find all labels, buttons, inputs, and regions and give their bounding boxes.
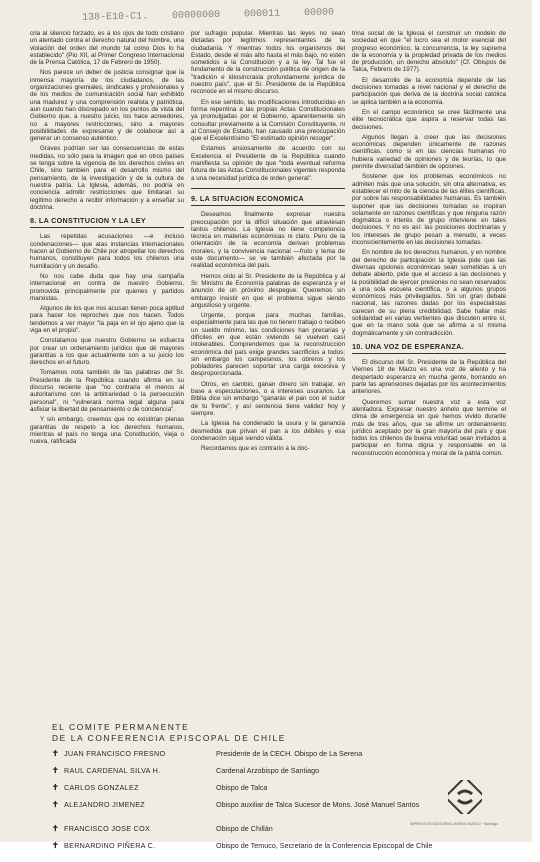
cross-icon: ✝: [52, 800, 59, 809]
signatory-name: RAUL CARDENAL SILVA H.: [64, 766, 161, 775]
paragraph: El discurso del Sr. Presidente de la República del Viernes 18 de Marzo es una voz de aliento y ha despertado esperanza en mucha gente, borrando en parte las aprensiones dejadas por los acontecimientos anteriores.: [352, 359, 506, 396]
paragraph: Otros, en cambio, ganan dinero sin trabajar, en base a especulaciones, o a intereses usurarios. La Biblia dice sin embargo "ganarás el pan con el sudor de tu frente", y así sentencia tiene validez hoy y siempre.: [191, 380, 345, 417]
paragraph: Tomamos nota también de las palabras del Sr. Presidente de la República cuando afirma en su discurso reciente que "no contraria el menos al autoritarismo con la arbitrariedad o la persecución personal", ni "vulnerará norma legal alguna para asfixiar la libertad de pensamiento o de conciencia".: [30, 369, 184, 413]
paragraph: En ese sentido, las modificaciones introducidas en forma repentina a las propias Actas Constitucionales ya promulgadas por el Gobierno, aparentemente sin consultar previamente a la Comisión Constituyente, ni al Consejo de Estado, han causado una preocupación que el Excelentísimo "El estimado opinión recoger".: [191, 98, 345, 143]
signatories-block: [52, 722, 482, 862]
paragraph: Nos parece un deber de justicia consignar que la inmensa mayoría de los ciudadanos, de las organizaciones gremiales, sindicales y profesionales y de los medios de comunicación social han exhibido una madurez y una comprensión realista y patriótica, aun cuando han discrepado en los puntos de vista del Gobierno que, a nuestro juicio, los hace acreedores, no a mayores restricciones, sino a mayores posibilidades de expresarse y de colaborar así a generar un consenso auténtico.: [30, 69, 184, 143]
committee-title: [52, 722, 482, 744]
text-columns: [30, 30, 506, 716]
signatory-name: FRANCISCO JOSE COX: [64, 824, 151, 833]
cross-icon: ✝: [52, 824, 59, 833]
paragraph: Y sin embargo, creemos que no existirían plenas garantías de respeto a los derechos humanos, mientras el país no tenga una Constitución, vieja o nueva, ratificada: [30, 416, 184, 446]
paragraph: Algunos llegan a creer que las decisiones económicas dependen únicamente de razones científicas, como si en las ciencias humanas no hubiera variedad de opiniones y de teorías, lo que permite diversidad también de opciones.: [352, 133, 506, 171]
signatory-name: ALEJANDRO JIMENEZ: [64, 800, 145, 809]
signatory-role: Obispo de Chillán: [216, 824, 273, 833]
stamp-number: 00000: [303, 7, 335, 20]
paragraph: trina social de la Iglesia el construir un modelo de sociedad en que "el lucro sea el motor esencial del progreso económico, la concurrencia, la ley suprema de la economía y la propiedad privada de los medios de producción, un derecho absoluto" (Cf. Obispos de Talca, Febrero de 1977).: [352, 30, 506, 74]
paragraph: Hemos oído al Sr. Presidente de la República y al Sr. Ministro de Economía palabras de esperanza y el anuncio de un próximo despegue. Queremos sin embargo insistir en que el problema sigue siendo angustioso y urgente.: [191, 272, 345, 309]
paragraph: por sufragio popular. Mientras las leyes no sean dictadas por legítimos representantes de la ciudadanía. Y mientras todos los organismos del Estado, desde el más alto hasta el más bajo, no estén sometidos a la Constitución y a la ley. Tal fue el fundamento de la construcción política de origen de la "tradición e idiosincrasia profundamente jurídica de nuestro país", que el Sr. Presidente de la República reconoce en el mismo discurso.: [191, 30, 345, 96]
committee-title-line: EL COMITE PERMANENTE: [52, 722, 190, 732]
paragraph: La Iglesia ha condenado la usura y la ganancia desmedida que privan el pan a los débiles y esa condenación sigue siendo válida.: [191, 420, 345, 442]
paragraph: Estamos ansiosamente de acuerdo con su Excelencia el Presidente de la República cuando manifiesta su opinión de que "toda eventual reforma futura de las Actas Constitucionales vigentes responda a una necesidad jurídica de orden general".: [191, 145, 345, 182]
signatory-name: JUAN FRANCISCO FRESNO: [64, 749, 166, 758]
section-heading: 9. LA SITUACION ECONOMICA: [191, 195, 345, 206]
paragraph: En el campo económico se cree fácilmente una élite tecnocrática que aspira a reservar todas las decisiones.: [352, 108, 506, 131]
paragraph: Constatamos que nuestro Gobierno se esfuerza por crear un ordenamiento jurídico que dé mayores garantías a los que actualmente son a su juicio los derechos en el futuro.: [30, 337, 184, 367]
section-heading: 8. LA CONSTITUCION Y LA LEY: [30, 217, 184, 228]
stamp-code: 138-E10-C1.: [81, 11, 149, 24]
signatory-row: [52, 825, 482, 842]
archive-stamp: [82, 5, 442, 24]
signatory-row: [52, 767, 482, 784]
signatory-role: Presidente de la CECH. Obispo de La Serena: [216, 749, 363, 758]
signatory-role: Cardenal Arzobispo de Santiago: [216, 766, 320, 775]
paragraph: Recordamos que es contrario a la doc-: [201, 445, 310, 453]
signatory-row: [52, 750, 482, 767]
publisher-logo-icon: [448, 780, 482, 814]
column-2: [191, 30, 345, 716]
cross-icon: ✝: [52, 841, 59, 850]
signatory-role: Obispo de Temuco, Secretario de la Conferencia Episcopal de Chile: [216, 841, 433, 850]
section-heading: 10. UNA VOZ DE ESPERANZA.: [352, 343, 506, 354]
paragraph: En nombre de los derechos humanos, y en nombre del derecho de participación la Iglesia pide que las diversas opciones económicas sean sometidas a un debate abierto, pide que el acceso a las decisiones y la posibilidad de ejercer presiones no sean reservados a una sola escuela científica, o a algunos grupos económicos más privilegiados. Sin un gran debate nacional, las razones dadas por los especialistas carecen de su plena credibilidad. Sabe hallar más solidaridad en varias vertientes que discuten entre sí, que en la mano sola que se afirma a sí misma dogmáticamente y sin contradicción.: [352, 249, 506, 337]
stamp-number: 000011: [243, 8, 281, 21]
paragraph: Graves podrían ser las consecuencias de estas medidas, no sólo para la imagen que en otros países se tenga sobre la vigencia de los derechos civiles en Chile, sino también para el desarrollo mismo del pensamiento, de la investigación y de la cultura de nuestra patria. La Iglesia, además, no podría en conciencia admitir restricciones que limitaran su legítimo derecho a recibir información y a enseñar su doctrina.: [30, 145, 184, 211]
paragraph: Algunos de los que nos acusan tienen poca aptitud para hacer los reproches que nos hacen. Todos tendemos a ver mayor "la paja en el ojo ajeno que la viga en el propio".: [30, 305, 184, 334]
signatory-name: CARLOS GONZALEZ: [64, 783, 139, 792]
imprint-text: IMPRESO EN EDITORIAL MUNDO NUEVO · Santiago: [410, 822, 499, 826]
paragraph: No nos cabe duda que hay una campaña internacional en contra de nuestro Gobierno, promovida principalmente por quienes y partidos marxistas.: [30, 272, 184, 302]
cross-icon: ✝: [52, 783, 59, 792]
cross-icon: ✝: [52, 766, 59, 775]
paragraph: Las repetidas acusaciones —e incluso condenaciones— que atas instancias internacionales hacen al Gobierno de Chile por atropellar los derechos humanos, constituyen para todos los chilenos una humillación y un desafío.: [30, 233, 184, 270]
paragraph: cria al silencio forzado, es a los ojos de todo cristiano un atentado contra el derecho natural del hombre, una violación del orden del mundo tal como Dios lo ha establecido" (Pio XII, al Primer Congreso Internacional de la Prensa Católica, 17 de Febrero de 1950).: [30, 30, 184, 67]
signatory-role: Obispo auxiliar de Talca Sucesor de Mons. José Manuel Santos: [216, 800, 420, 809]
signatory-role: Obispo de Talca: [216, 783, 268, 792]
column-1: [30, 30, 184, 716]
paragraph: Queremos sumar nuestra voz a esta voz alentadora. Expresar nuestro anhelo que termine el clima de emergencia en que hemos vivido durante más de tres años, que se afirme un ordenamiento jurídico aceptado por la gran mayoría del país y que todos los chilenos de buena voluntad sean invitados a participar en forma digna y responsable en la reconstrucción económica y moral de la patria común.: [352, 398, 506, 457]
paragraph: Deseamos finalmente expresar nuestra preocupación por la difícil situación que atraviesan tantos chilenos. La Iglesia no tiene competencia técnica en materias económicas ni claro. Pero de la orientación de la economía derivan problemas morales, y la convivencia nacional —fruto y tema de este documento— se ve también afectada por la realidad económica del país.: [191, 211, 345, 270]
divider: [191, 188, 345, 189]
signatory-row: [52, 842, 482, 862]
cross-icon: ✝: [52, 749, 59, 758]
column-3: [352, 30, 506, 716]
signatory-row: [52, 784, 482, 801]
signatory-name: BERNARDINO PIÑERA C.: [64, 841, 156, 850]
stamp-number: 00000000: [171, 9, 221, 22]
paragraph: El desarrollo de la economía depende de las decisiones tomadas a nivel nacional y el derecho de participación que deriva de la doctrina social católica se aplica también a la economía.: [352, 76, 506, 106]
committee-title-line: DE LA CONFERENCIA EPISCOPAL DE CHILE: [52, 733, 286, 743]
paragraph: Urgente, porque para muchas familias, especialmente para las que no tienen trabajo o reciben un sueldo mínimo, las condiciones han precarias y difíciles en que están viviendo se vuelven casi intolerables. Comprendemos que la reconstrucción económica del país exige grandes sacrificios a todos; sin embargo los campesinos, los obreros y los pobladores parecen soportar una carga excesiva y desproporcionada.: [191, 312, 345, 378]
paragraph: Sostener que los problemas económicos no admiten más que una solución, sin otra alternativa, es establecer el mito de la ciencia de las élites científicas, por sobre las responsabilidades humanas. Es también suponer que las decisiones tomadas se inspiran solamente en razones científicas y que ninguna razón dogmática o interés de grupo interviene en tales decisiones. Y no es así: las posiciones doctrinarias y los intereses de grupo pesan a menudo, a veces inconscientemente en las decisiones tomadas.: [352, 173, 506, 247]
